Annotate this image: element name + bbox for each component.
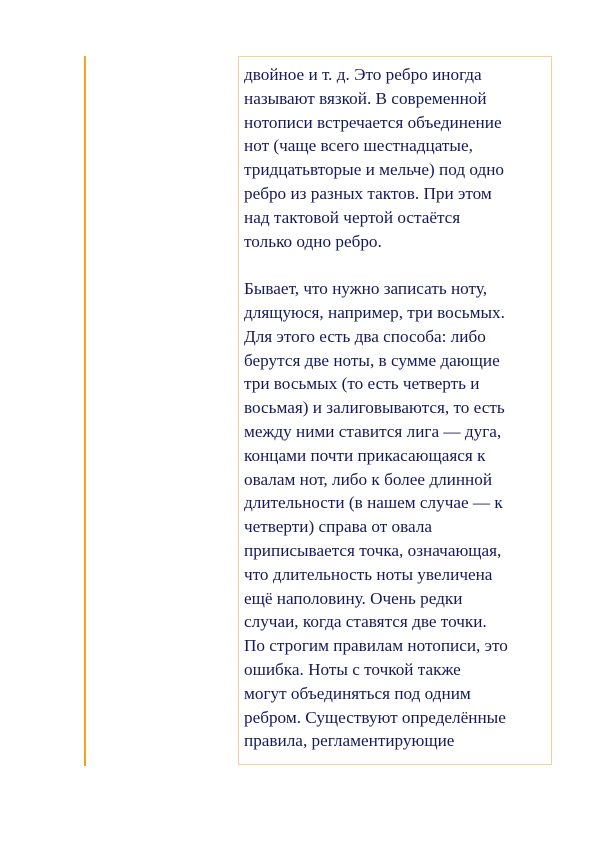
text-line: три восьмых (то есть четверть и <box>244 374 480 394</box>
text-line: нотописи встречается объединение <box>244 112 502 132</box>
text-line: Бывает, что нужно записать ноту, <box>244 279 487 299</box>
text-line: По строгим правилам нотописи, это <box>244 636 508 656</box>
text-line: над тактовой чертой остаётся <box>244 207 461 227</box>
text-line: только одно ребро. <box>244 231 382 251</box>
text-line: четверти) справа от овала <box>244 517 433 537</box>
text-line: могут объединяться под одним <box>244 683 471 703</box>
margin-rule <box>84 56 86 766</box>
text-frame <box>238 56 552 765</box>
text-line: нот (чаще всего шестнадцатые, <box>244 136 473 156</box>
text-line: тридцатьвторые и мельче) под одно <box>244 160 504 180</box>
text-line: ребром. Существуют определённые <box>244 707 506 727</box>
text-line: длительности (в нашем случае — к <box>244 493 503 513</box>
text-line: называют вязкой. В современной <box>244 88 487 108</box>
text-line: овалам нот, либо к более длинной <box>244 469 493 489</box>
text-line: случаи, когда ставятся две точки. <box>244 612 487 632</box>
text-line: концами почти прикасающаяся к <box>244 445 486 465</box>
text-line: приписывается точка, означающая, <box>244 540 502 560</box>
text-line: Для этого есть два способа: либо <box>244 326 486 346</box>
paragraph-2 <box>244 277 547 753</box>
text-line: берутся две ноты, в сумме дающие <box>244 350 500 370</box>
text-line: ребро из разных тактов. При этом <box>244 183 492 203</box>
text-line: ошибка. Ноты с точкой также <box>244 659 461 679</box>
text-line: длящуюся, например, три восьмых. <box>244 302 505 322</box>
paragraph-1 <box>244 63 547 253</box>
text-line: ещё наполовину. Очень редки <box>244 588 463 608</box>
text-line: между ними ставится лига — дуга, <box>244 421 502 441</box>
text-line: что длительность ноты увеличена <box>244 564 493 584</box>
text-line: восьмая) и залиговываются, то есть <box>244 398 505 418</box>
text-line: двойное и т. д. Это ребро иногда <box>244 65 482 84</box>
text-line: правила, регламентирующие <box>244 731 455 751</box>
